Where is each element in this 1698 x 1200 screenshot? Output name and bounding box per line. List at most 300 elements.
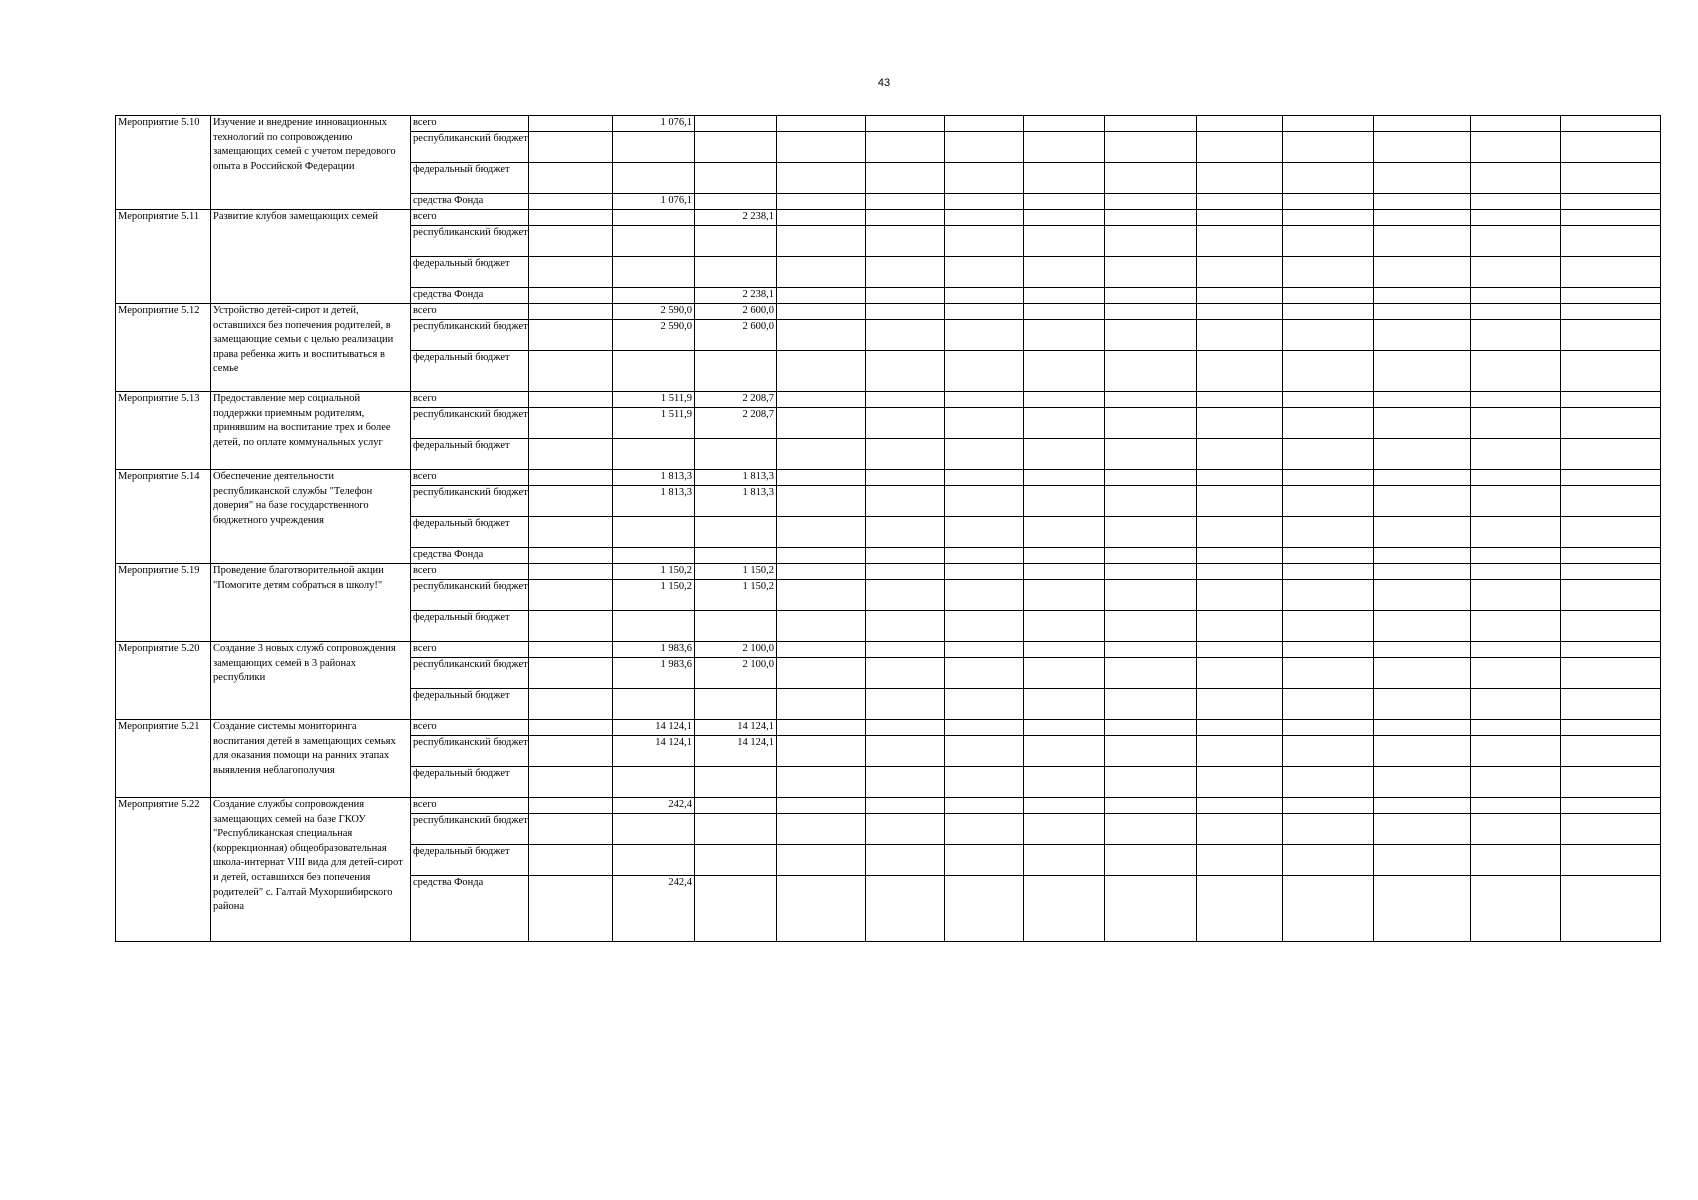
- empty-cell: [1283, 288, 1374, 304]
- funding-source: всего: [411, 470, 529, 486]
- value-cell: 14 124,1: [613, 736, 695, 767]
- empty-cell: [1374, 439, 1471, 470]
- value-cell: 2 600,0: [695, 304, 777, 320]
- empty-cell: [777, 288, 866, 304]
- value-cell: [695, 351, 777, 392]
- value-cell: 1 813,3: [695, 470, 777, 486]
- event-label: Мероприятие 5.12: [116, 304, 211, 392]
- value-cell: [695, 611, 777, 642]
- empty-cell: [1471, 351, 1561, 392]
- empty-cell: [1283, 408, 1374, 439]
- empty-cell: [1283, 486, 1374, 517]
- empty-cell: [1283, 814, 1374, 845]
- empty-cell: [866, 210, 945, 226]
- funding-source: республиканский бюджет: [411, 132, 529, 163]
- empty-cell: [529, 288, 613, 304]
- empty-cell: [1374, 257, 1471, 288]
- empty-cell: [1471, 814, 1561, 845]
- funding-source: средства Фонда: [411, 288, 529, 304]
- empty-cell: [1197, 320, 1283, 351]
- value-cell: 2 590,0: [613, 320, 695, 351]
- empty-cell: [866, 320, 945, 351]
- empty-cell: [1471, 116, 1561, 132]
- empty-cell: [1105, 736, 1197, 767]
- empty-cell: [945, 876, 1024, 942]
- empty-cell: [529, 580, 613, 611]
- funding-source: республиканский бюджет: [411, 226, 529, 257]
- empty-cell: [1471, 564, 1561, 580]
- empty-cell: [529, 548, 613, 564]
- empty-cell: [1561, 736, 1661, 767]
- table-row: [116, 720, 1661, 736]
- empty-cell: [1197, 689, 1283, 720]
- empty-cell: [1105, 767, 1197, 798]
- funding-source: федеральный бюджет: [411, 257, 529, 288]
- event-label: Мероприятие 5.14: [116, 470, 211, 564]
- empty-cell: [777, 210, 866, 226]
- empty-cell: [1024, 408, 1105, 439]
- empty-cell: [1283, 642, 1374, 658]
- empty-cell: [529, 658, 613, 689]
- empty-cell: [1374, 351, 1471, 392]
- value-cell: 1 813,3: [613, 486, 695, 517]
- empty-cell: [1024, 720, 1105, 736]
- empty-cell: [529, 226, 613, 257]
- empty-cell: [1105, 564, 1197, 580]
- value-cell: 2 100,0: [695, 642, 777, 658]
- empty-cell: [1374, 876, 1471, 942]
- empty-cell: [777, 548, 866, 564]
- empty-cell: [866, 767, 945, 798]
- empty-cell: [1283, 564, 1374, 580]
- value-cell: [695, 689, 777, 720]
- empty-cell: [529, 798, 613, 814]
- empty-cell: [1105, 163, 1197, 194]
- funding-source: федеральный бюджет: [411, 517, 529, 548]
- table-row: [116, 116, 1661, 132]
- empty-cell: [1283, 876, 1374, 942]
- event-description: Устройство детей-сирот и детей, оставшихся без попечения родителей, в замещающие семьи с целью реализации права ребенка жить и воспитываться в семье: [211, 304, 411, 392]
- empty-cell: [866, 257, 945, 288]
- empty-cell: [1561, 580, 1661, 611]
- empty-cell: [1374, 767, 1471, 798]
- empty-cell: [1105, 210, 1197, 226]
- empty-cell: [866, 564, 945, 580]
- funding-source: всего: [411, 798, 529, 814]
- empty-cell: [1024, 689, 1105, 720]
- empty-cell: [945, 798, 1024, 814]
- empty-cell: [1471, 320, 1561, 351]
- empty-cell: [1197, 439, 1283, 470]
- empty-cell: [777, 304, 866, 320]
- empty-cell: [1024, 876, 1105, 942]
- empty-cell: [777, 720, 866, 736]
- empty-cell: [945, 470, 1024, 486]
- empty-cell: [1105, 658, 1197, 689]
- empty-cell: [1197, 736, 1283, 767]
- value-cell: [695, 814, 777, 845]
- empty-cell: [1471, 408, 1561, 439]
- empty-cell: [1283, 320, 1374, 351]
- value-cell: [695, 798, 777, 814]
- funding-source: всего: [411, 116, 529, 132]
- empty-cell: [945, 658, 1024, 689]
- empty-cell: [1471, 736, 1561, 767]
- value-cell: 1 983,6: [613, 658, 695, 689]
- empty-cell: [1197, 257, 1283, 288]
- empty-cell: [1561, 814, 1661, 845]
- empty-cell: [1561, 720, 1661, 736]
- empty-cell: [1197, 876, 1283, 942]
- value-cell: [613, 611, 695, 642]
- empty-cell: [529, 517, 613, 548]
- table-row: [116, 798, 1661, 814]
- event-label: Мероприятие 5.22: [116, 798, 211, 942]
- empty-cell: [529, 689, 613, 720]
- value-cell: [695, 194, 777, 210]
- event-label: Мероприятие 5.11: [116, 210, 211, 304]
- value-cell: 2 600,0: [695, 320, 777, 351]
- empty-cell: [777, 658, 866, 689]
- empty-cell: [945, 845, 1024, 876]
- funding-source: федеральный бюджет: [411, 163, 529, 194]
- value-cell: [613, 517, 695, 548]
- empty-cell: [1561, 767, 1661, 798]
- empty-cell: [777, 392, 866, 408]
- empty-cell: [529, 720, 613, 736]
- value-cell: [695, 439, 777, 470]
- empty-cell: [1561, 517, 1661, 548]
- empty-cell: [1024, 194, 1105, 210]
- empty-cell: [866, 132, 945, 163]
- funding-source: республиканский бюджет: [411, 736, 529, 767]
- empty-cell: [1561, 226, 1661, 257]
- funding-source: федеральный бюджет: [411, 767, 529, 798]
- empty-cell: [529, 876, 613, 942]
- empty-cell: [1374, 736, 1471, 767]
- empty-cell: [1374, 116, 1471, 132]
- empty-cell: [1561, 845, 1661, 876]
- empty-cell: [1024, 351, 1105, 392]
- empty-cell: [1197, 226, 1283, 257]
- empty-cell: [1197, 194, 1283, 210]
- empty-cell: [529, 163, 613, 194]
- empty-cell: [1471, 845, 1561, 876]
- empty-cell: [1561, 163, 1661, 194]
- empty-cell: [777, 163, 866, 194]
- value-cell: [613, 210, 695, 226]
- funding-source: всего: [411, 642, 529, 658]
- empty-cell: [1197, 658, 1283, 689]
- empty-cell: [1283, 116, 1374, 132]
- empty-cell: [945, 517, 1024, 548]
- empty-cell: [777, 351, 866, 392]
- event-label: Мероприятие 5.21: [116, 720, 211, 798]
- empty-cell: [1561, 392, 1661, 408]
- empty-cell: [1561, 470, 1661, 486]
- empty-cell: [1105, 392, 1197, 408]
- empty-cell: [1024, 470, 1105, 486]
- value-cell: 1 813,3: [695, 486, 777, 517]
- empty-cell: [1105, 642, 1197, 658]
- value-cell: 2 590,0: [613, 304, 695, 320]
- empty-cell: [1283, 720, 1374, 736]
- empty-cell: [1197, 517, 1283, 548]
- empty-cell: [1374, 408, 1471, 439]
- value-cell: [695, 876, 777, 942]
- empty-cell: [1024, 132, 1105, 163]
- empty-cell: [866, 351, 945, 392]
- empty-cell: [777, 517, 866, 548]
- empty-cell: [1105, 116, 1197, 132]
- empty-cell: [1197, 210, 1283, 226]
- value-cell: 1 813,3: [613, 470, 695, 486]
- empty-cell: [1471, 210, 1561, 226]
- empty-cell: [945, 767, 1024, 798]
- value-cell: 1 076,1: [613, 194, 695, 210]
- empty-cell: [1197, 845, 1283, 876]
- empty-cell: [866, 611, 945, 642]
- empty-cell: [1105, 408, 1197, 439]
- value-cell: 1 150,2: [613, 564, 695, 580]
- empty-cell: [1471, 798, 1561, 814]
- event-description: Создание 3 новых служб сопровождения замещающих семей в 3 районах республики: [211, 642, 411, 720]
- empty-cell: [1105, 351, 1197, 392]
- value-cell: 1 150,2: [695, 564, 777, 580]
- funding-table: [115, 115, 1661, 942]
- empty-cell: [866, 439, 945, 470]
- empty-cell: [1024, 564, 1105, 580]
- value-cell: [613, 548, 695, 564]
- empty-cell: [1283, 798, 1374, 814]
- empty-cell: [945, 564, 1024, 580]
- empty-cell: [866, 736, 945, 767]
- empty-cell: [1197, 548, 1283, 564]
- value-cell: 1 076,1: [613, 116, 695, 132]
- funding-source: республиканский бюджет: [411, 814, 529, 845]
- empty-cell: [777, 132, 866, 163]
- empty-cell: [1283, 611, 1374, 642]
- empty-cell: [1374, 548, 1471, 564]
- empty-cell: [777, 798, 866, 814]
- value-cell: 2 208,7: [695, 392, 777, 408]
- empty-cell: [1471, 392, 1561, 408]
- empty-cell: [529, 351, 613, 392]
- empty-cell: [1105, 470, 1197, 486]
- empty-cell: [1561, 798, 1661, 814]
- event-label: Мероприятие 5.19: [116, 564, 211, 642]
- empty-cell: [777, 257, 866, 288]
- empty-cell: [945, 210, 1024, 226]
- funding-source: всего: [411, 564, 529, 580]
- empty-cell: [1024, 548, 1105, 564]
- funding-source: средства Фонда: [411, 194, 529, 210]
- empty-cell: [1024, 320, 1105, 351]
- empty-cell: [1471, 132, 1561, 163]
- table-row: [116, 470, 1661, 486]
- event-description: Обеспечение деятельности республиканской службы "Телефон доверия" на базе государственного бюджетного учреждения: [211, 470, 411, 564]
- empty-cell: [1283, 351, 1374, 392]
- empty-cell: [1105, 304, 1197, 320]
- empty-cell: [866, 392, 945, 408]
- funding-source: федеральный бюджет: [411, 689, 529, 720]
- empty-cell: [945, 736, 1024, 767]
- table-row: [116, 564, 1661, 580]
- empty-cell: [1561, 658, 1661, 689]
- table-row: [116, 304, 1661, 320]
- value-cell: 1 983,6: [613, 642, 695, 658]
- empty-cell: [1374, 470, 1471, 486]
- empty-cell: [1197, 392, 1283, 408]
- empty-cell: [1105, 288, 1197, 304]
- empty-cell: [1024, 767, 1105, 798]
- empty-cell: [866, 116, 945, 132]
- empty-cell: [1105, 194, 1197, 210]
- empty-cell: [1105, 876, 1197, 942]
- empty-cell: [1471, 194, 1561, 210]
- empty-cell: [777, 564, 866, 580]
- empty-cell: [777, 116, 866, 132]
- empty-cell: [1197, 486, 1283, 517]
- empty-cell: [777, 320, 866, 351]
- event-description: Предоставление мер социальной поддержки приемным родителям, принявшим на воспитание трех и более детей, по оплате коммунальных услуг: [211, 392, 411, 470]
- empty-cell: [945, 163, 1024, 194]
- table-row: [116, 642, 1661, 658]
- empty-cell: [1374, 132, 1471, 163]
- funding-source: республиканский бюджет: [411, 408, 529, 439]
- empty-cell: [1105, 611, 1197, 642]
- empty-cell: [1024, 439, 1105, 470]
- empty-cell: [1561, 351, 1661, 392]
- empty-cell: [1197, 798, 1283, 814]
- empty-cell: [1283, 304, 1374, 320]
- empty-cell: [1197, 116, 1283, 132]
- empty-cell: [1374, 194, 1471, 210]
- empty-cell: [866, 194, 945, 210]
- empty-cell: [945, 320, 1024, 351]
- funding-source: средства Фонда: [411, 548, 529, 564]
- empty-cell: [1283, 580, 1374, 611]
- empty-cell: [777, 226, 866, 257]
- empty-cell: [1197, 720, 1283, 736]
- empty-cell: [866, 486, 945, 517]
- value-cell: [613, 163, 695, 194]
- empty-cell: [1471, 658, 1561, 689]
- empty-cell: [1561, 564, 1661, 580]
- value-cell: [695, 132, 777, 163]
- empty-cell: [777, 689, 866, 720]
- empty-cell: [1374, 320, 1471, 351]
- empty-cell: [1105, 320, 1197, 351]
- empty-cell: [1471, 720, 1561, 736]
- empty-cell: [529, 116, 613, 132]
- empty-cell: [777, 408, 866, 439]
- empty-cell: [1374, 580, 1471, 611]
- empty-cell: [1374, 720, 1471, 736]
- empty-cell: [866, 689, 945, 720]
- empty-cell: [1283, 470, 1374, 486]
- funding-source: республиканский бюджет: [411, 320, 529, 351]
- empty-cell: [945, 580, 1024, 611]
- empty-cell: [1024, 116, 1105, 132]
- value-cell: [695, 517, 777, 548]
- empty-cell: [1024, 642, 1105, 658]
- empty-cell: [1024, 736, 1105, 767]
- empty-cell: [1105, 548, 1197, 564]
- empty-cell: [1283, 210, 1374, 226]
- empty-cell: [777, 580, 866, 611]
- empty-cell: [529, 304, 613, 320]
- event-description: Изучение и внедрение инновационных технологий по сопровождению замещающих семей с учетом передового опыта в Российской Федерации: [211, 116, 411, 210]
- empty-cell: [529, 845, 613, 876]
- value-cell: [695, 845, 777, 876]
- event-description: Создание системы мониторинга воспитания детей в замещающих семьях для оказания помощи на ранних этапах выявления неблагополучия: [211, 720, 411, 798]
- value-cell: 1 511,9: [613, 408, 695, 439]
- empty-cell: [529, 736, 613, 767]
- funding-source: республиканский бюджет: [411, 658, 529, 689]
- value-cell: 2 238,1: [695, 288, 777, 304]
- event-description: Развитие клубов замещающих семей: [211, 210, 411, 304]
- empty-cell: [777, 470, 866, 486]
- empty-cell: [945, 611, 1024, 642]
- empty-cell: [1283, 194, 1374, 210]
- empty-cell: [529, 194, 613, 210]
- empty-cell: [777, 439, 866, 470]
- empty-cell: [1374, 642, 1471, 658]
- empty-cell: [1374, 210, 1471, 226]
- empty-cell: [1561, 876, 1661, 942]
- empty-cell: [1105, 580, 1197, 611]
- page-number: 43: [877, 77, 891, 89]
- empty-cell: [1197, 132, 1283, 163]
- value-cell: 14 124,1: [695, 720, 777, 736]
- empty-cell: [866, 720, 945, 736]
- empty-cell: [866, 288, 945, 304]
- funding-source: федеральный бюджет: [411, 845, 529, 876]
- empty-cell: [1024, 226, 1105, 257]
- empty-cell: [1197, 351, 1283, 392]
- empty-cell: [1471, 548, 1561, 564]
- value-cell: 242,4: [613, 876, 695, 942]
- empty-cell: [1024, 798, 1105, 814]
- empty-cell: [1561, 486, 1661, 517]
- empty-cell: [866, 876, 945, 942]
- empty-cell: [1105, 845, 1197, 876]
- value-cell: 242,4: [613, 798, 695, 814]
- value-cell: [695, 226, 777, 257]
- empty-cell: [866, 163, 945, 194]
- empty-cell: [1024, 392, 1105, 408]
- empty-cell: [777, 642, 866, 658]
- empty-cell: [1561, 304, 1661, 320]
- empty-cell: [1374, 304, 1471, 320]
- empty-cell: [529, 439, 613, 470]
- empty-cell: [1471, 689, 1561, 720]
- empty-cell: [1105, 132, 1197, 163]
- empty-cell: [1197, 642, 1283, 658]
- empty-cell: [1283, 845, 1374, 876]
- value-cell: [613, 257, 695, 288]
- empty-cell: [1105, 689, 1197, 720]
- empty-cell: [1024, 486, 1105, 517]
- empty-cell: [1197, 470, 1283, 486]
- value-cell: [613, 132, 695, 163]
- empty-cell: [777, 767, 866, 798]
- empty-cell: [1374, 845, 1471, 876]
- empty-cell: [1471, 580, 1561, 611]
- value-cell: [613, 845, 695, 876]
- empty-cell: [529, 210, 613, 226]
